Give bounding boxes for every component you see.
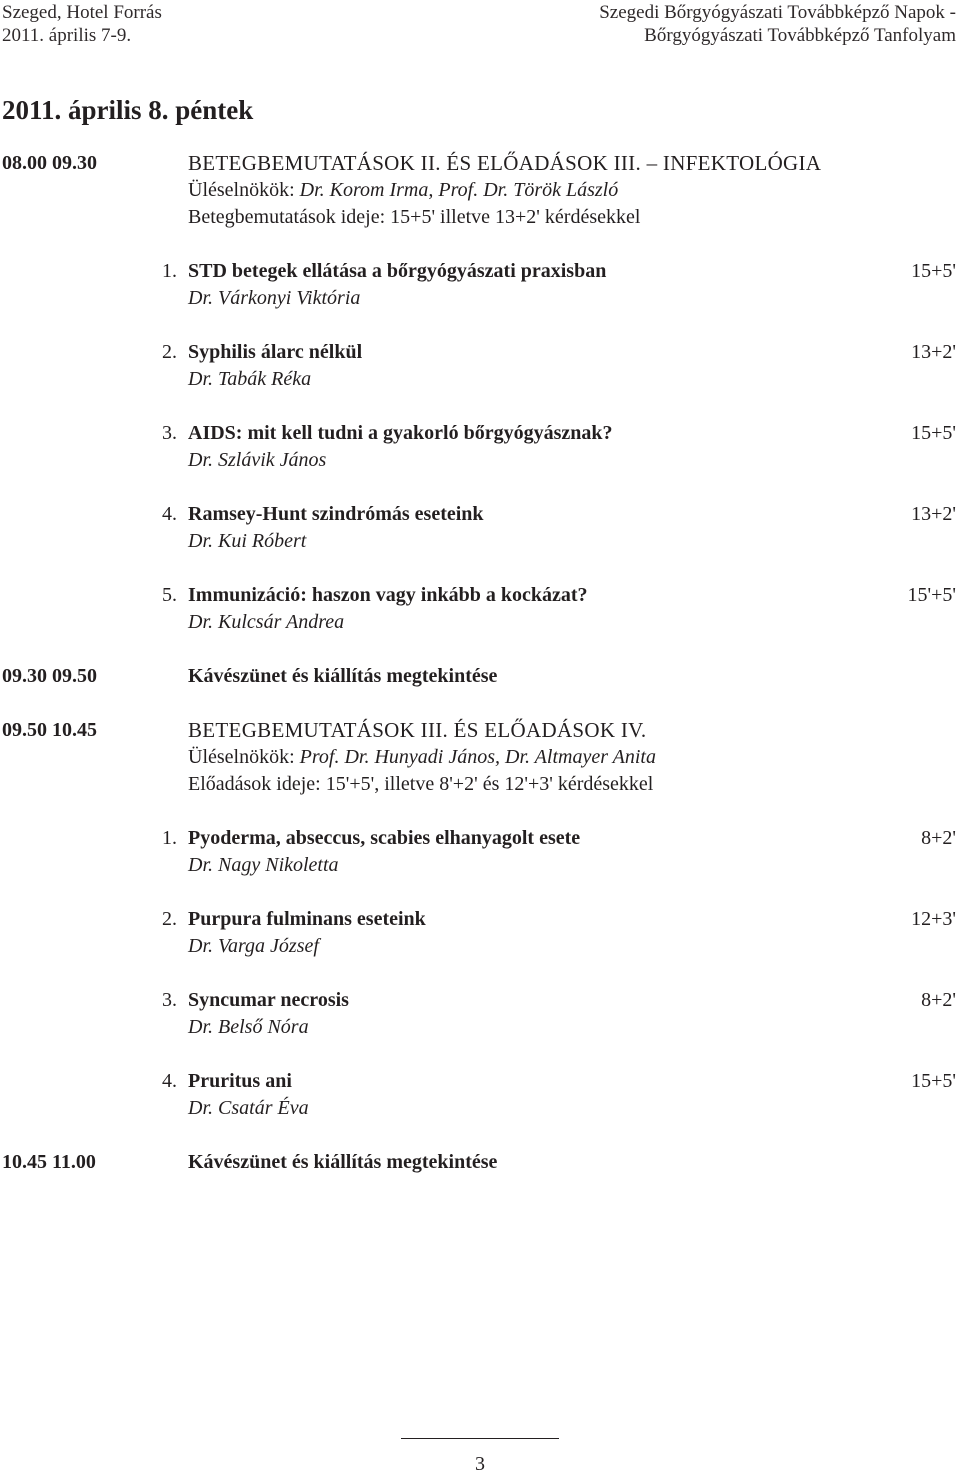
item-speaker: Dr. Csatár Éva — [188, 1097, 309, 1119]
session-time: 09.50 10.45 — [2, 719, 97, 741]
item-title: Ramsey-Hunt szindrómás eseteink — [188, 503, 484, 525]
running-header-left — [2, 1, 162, 47]
item-title: Syncumar necrosis — [188, 989, 349, 1011]
item-title: AIDS: mit kell tudni a gyakorló bőrgyógyásznak? — [188, 422, 613, 444]
item-title: Pruritus ani — [188, 1070, 292, 1092]
item-number: 1. — [162, 260, 177, 282]
break-time: 09.30 09.50 — [2, 665, 97, 687]
footer-rule — [401, 1438, 559, 1439]
break-time: 10.45 11.00 — [2, 1151, 96, 1173]
program-schedule — [0, 150, 960, 1176]
item-number: 1. — [162, 827, 177, 849]
break-body — [188, 663, 960, 690]
program-item — [162, 825, 960, 879]
item-speaker: Dr. Szlávik János — [188, 449, 327, 471]
program-item — [162, 258, 960, 312]
session-title: BETEGBEMUTATÁSOK II. ÉS ELŐADÁSOK III. – INFEKTOLÓGIA — [188, 151, 822, 175]
session-items — [162, 825, 960, 1122]
item-title: Pyoderma, abseccus, scabies elhanyagolt esete — [188, 827, 581, 849]
item-speaker: Dr. Kulcsár Andrea — [188, 611, 345, 633]
item-title: Purpura fulminans eseteink — [188, 908, 426, 930]
session-body — [162, 150, 960, 636]
item-duration: 13+2' — [911, 503, 956, 525]
program-item — [162, 987, 960, 1041]
coffee-break-2 — [0, 1149, 960, 1176]
day-title: 2011. április 8. péntek — [2, 95, 254, 125]
item-speaker: Dr. Kui Róbert — [188, 530, 307, 552]
program-item — [162, 582, 960, 636]
item-duration: 15+5' — [911, 422, 956, 444]
break-title: Kávészünet és kiállítás megtekintése — [188, 1151, 498, 1173]
item-number: 5. — [162, 584, 177, 606]
program-item — [162, 906, 960, 960]
item-speaker: Dr. Belső Nóra — [188, 1016, 309, 1038]
item-speaker: Dr. Varga József — [188, 935, 319, 957]
session-time: 08.00 09.30 — [2, 152, 97, 174]
item-speaker: Dr. Várkonyi Viktória — [188, 287, 361, 309]
program-item — [162, 339, 960, 393]
item-duration: 15'+5' — [907, 584, 956, 606]
item-duration: 8+2' — [921, 989, 956, 1011]
program-item — [162, 1068, 960, 1122]
session-chairs — [188, 177, 960, 204]
chairs-label: Üléselnökök: — [188, 746, 295, 768]
event-title-line1: Szegedi Bőrgyógyászati Továbbképző Napok - — [599, 2, 956, 23]
item-number: 3. — [162, 989, 177, 1011]
date-range-text: 2011. április 7-9. — [2, 25, 132, 46]
program-item — [162, 501, 960, 555]
chairs-names: Dr. Korom Irma, Prof. Dr. Török László — [299, 179, 619, 201]
break-body — [188, 1149, 960, 1176]
session-timing: Betegbemutatások ideje: 15+5' illetve 13+2' kérdésekkel — [188, 206, 641, 228]
session-chairs — [188, 744, 960, 771]
item-speaker: Dr. Nagy Nikoletta — [188, 854, 339, 876]
item-number: 3. — [162, 422, 177, 444]
break-title: Kávészünet és kiállítás megtekintése — [188, 665, 498, 687]
item-title: STD betegek ellátása a bőrgyógyászati praxisban — [188, 260, 607, 282]
session-1 — [0, 150, 960, 636]
session-title: BETEGBEMUTATÁSOK III. ÉS ELŐADÁSOK IV. — [188, 718, 647, 742]
page-number: 3 — [475, 1453, 485, 1475]
item-number: 2. — [162, 341, 177, 363]
session-timing: Előadások ideje: 15'+5', illetve 8'+2' és 12'+3' kérdésekkel — [188, 773, 654, 795]
item-title: Immunizáció: haszon vagy inkább a kockázat? — [188, 584, 588, 606]
item-duration: 15+5' — [911, 260, 956, 282]
item-speaker: Dr. Tabák Réka — [188, 368, 312, 390]
session-items — [162, 258, 960, 636]
coffee-break-1 — [0, 663, 960, 690]
item-duration: 15+5' — [911, 1070, 956, 1092]
item-number: 2. — [162, 908, 177, 930]
event-title-line2: Bőrgyógyászati Továbbképző Tanfolyam — [644, 25, 956, 46]
item-duration: 12+3' — [911, 908, 956, 930]
program-item — [162, 420, 960, 474]
item-title: Syphilis álarc nélkül — [188, 341, 363, 363]
chairs-label: Üléselnökök: — [188, 179, 295, 201]
item-number: 4. — [162, 503, 177, 525]
item-duration: 8+2' — [921, 827, 956, 849]
running-header-right — [599, 1, 956, 47]
session-2 — [0, 717, 960, 1122]
item-number: 4. — [162, 1070, 177, 1092]
chairs-names: Prof. Dr. Hunyadi János, Dr. Altmayer Anita — [299, 746, 656, 768]
item-duration: 13+2' — [911, 341, 956, 363]
session-body — [162, 717, 960, 1122]
venue-text: Szeged, Hotel Forrás — [2, 2, 162, 23]
